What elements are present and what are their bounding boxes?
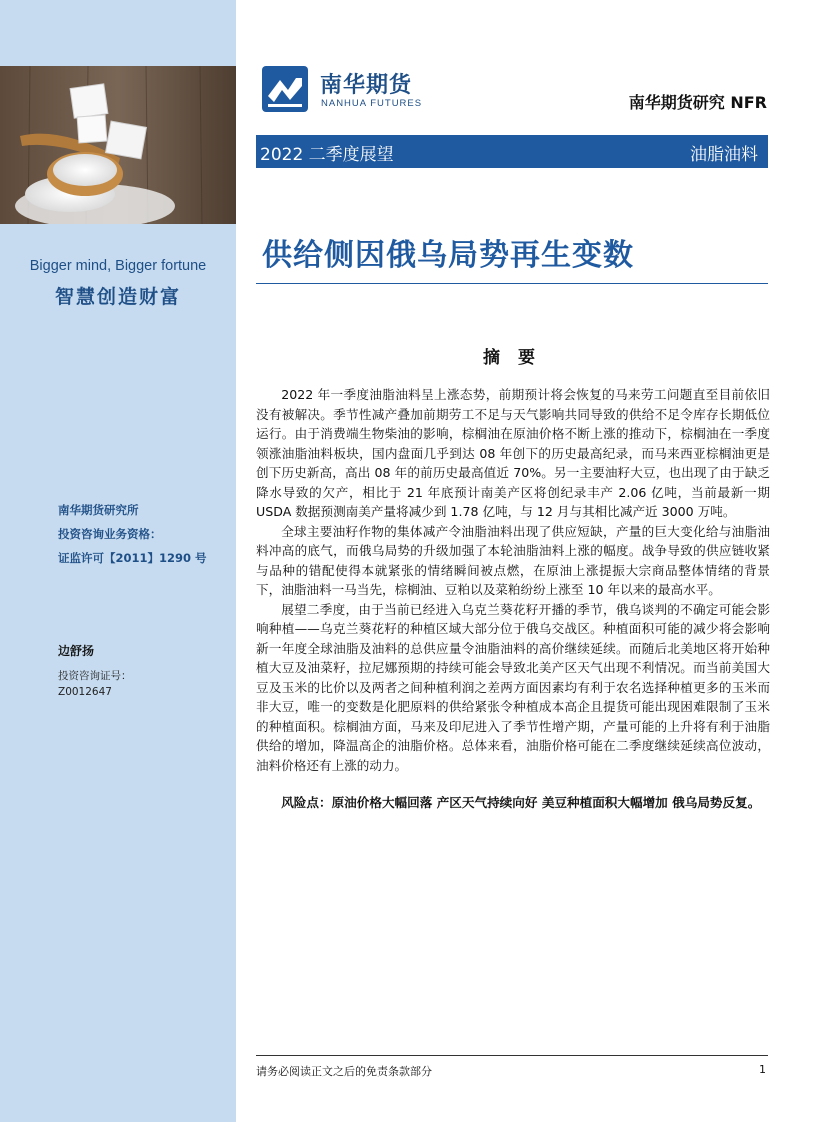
license-number: 证监许可【2011】1290 号 [58, 551, 207, 565]
institute-info [58, 498, 207, 570]
logo-english-text: NANHUA FUTURES [321, 98, 423, 109]
nanhua-logo [262, 66, 432, 112]
report-period: 2022 二季度展望 [260, 145, 394, 165]
title-divider [256, 283, 768, 284]
research-label: 南华期货研究 NFR [628, 93, 767, 112]
analyst-license-label: 投资咨询证号： [58, 670, 132, 682]
abstract-body [256, 385, 770, 813]
analyst-license-number: Z0012647 [58, 686, 112, 698]
sugar-spoon-image [0, 66, 236, 224]
footer-disclaimer: 请务必阅读正文之后的免责条款部分 [256, 1065, 432, 1078]
institute-name: 南华期货研究所 [58, 503, 139, 517]
qualification-label: 投资咨询业务资格： [58, 527, 162, 541]
cover-photo-sugar-spoon [0, 66, 236, 224]
abstract-heading: 摘 要 [483, 348, 541, 368]
report-title: 供给侧因俄乌局势再生变数 [262, 238, 634, 273]
report-header-bar [256, 135, 768, 168]
abstract-paragraph-1: 2022 年一季度油脂油料呈上涨态势，前期预计将会恢复的马来劳工问题直至目前依旧没有被解决。季节性减产叠加前期劳工不足与天气影响共同导致的供给不足令库存长期低位运行。由于消费端生物柴油的影响，棕榈油在原油价格不断上涨的推动下，棕榈油在一季度领涨油脂油料板块，国内盘面几乎到达 08 年创下的历史最高纪录，而马来西亚棕榈油更是创下历史新高，高出 08 年的前历史最高值近 70%。另一主要油籽大豆，也出现了由于缺乏降水导致的欠产，相比于 21 年底预计南美产区将创纪录丰产 2.06 亿吨，当前最新一期 USDA 数据预测南美产量将减少到 1.78 亿吨，与 12 月与其相比减产近 3000 万吨。 [256, 387, 770, 519]
abstract-paragraph-2: 全球主要油籽作物的集体减产令油脂油料出现了供应短缺，产量的巨大变化给与油脂油料冲高的底气，而俄乌局势的升级加强了本轮油脂油料上涨的幅度。战争导致的供应链收紧与品种的错配使得本就紧张的情绪瞬间被点燃，在原油上涨提振大宗商品整体情绪的背景下，油脂油料一马当先，棕榈油、豆粕以及菜粕纷纷上涨至 10 年以来的最高水平。 [256, 523, 770, 597]
page-number: 1 [759, 1063, 766, 1076]
risk-points: 风险点：原油价格大幅回落 产区天气持续向好 美豆种植面积大幅增加 俄乌局势反复。 [281, 795, 761, 810]
footer-divider [256, 1055, 768, 1056]
abstract-paragraph-3: 展望二季度，由于当前已经进入乌克兰葵花籽开播的季节，俄乌谈判的不确定可能会影响种植——乌克兰葵花籽的种植区域大部分位于俄乌交战区。种植面积可能的减少将会影响新一年度全球油脂及油料的总供应量令油脂油料的高价继续延续。而随后北美地区将开始种植大豆及油菜籽，拉尼娜预期的持续可能会导致北美产区天气出现不利情况。而当前美国大豆及玉米的比价以及两者之间种植利润之差两方面因素均有利于农名选择种植更多的玉米而非大豆，唯一的变数是化肥原料的供给紧张令种植成本高企且提货可能出现困难限制了玉米的种植面积。棕榈油方面，马来及印尼进入了季节性增产期，产量可能的上升将有利于油脂供给的增加，降温高企的油脂价格。总体来看，油脂价格可能在二季度继续延续高位波动，油料价格还有上涨的动力。 [256, 601, 770, 773]
sector-label: 油脂油料 [690, 145, 758, 165]
left-sidebar [0, 0, 236, 1122]
analyst-name: 边舒扬 [58, 644, 95, 658]
analyst-license [58, 668, 132, 700]
nanhua-logo-icon [262, 66, 308, 112]
slogan-chinese: 智慧创造财富 [54, 286, 181, 308]
slogan-english: Bigger mind, Bigger fortune [29, 258, 207, 274]
logo-chinese-text: 南华期货 [320, 73, 413, 98]
